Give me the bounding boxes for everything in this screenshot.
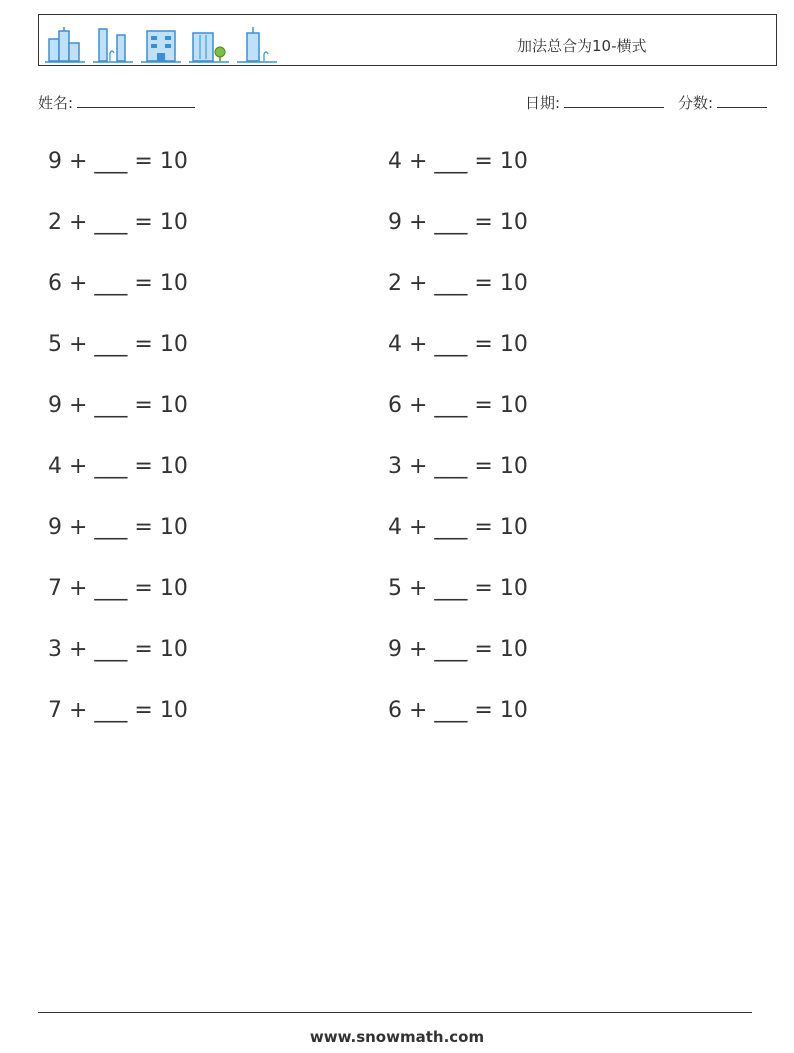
logo-row: [45, 21, 277, 65]
problem-left-2: 2 + ___ = 10: [48, 210, 188, 235]
name-blank[interactable]: [77, 93, 195, 108]
problem-right-10: 6 + ___ = 10: [388, 698, 528, 723]
score-blank[interactable]: [717, 93, 767, 108]
footer-website[interactable]: www.snowmath.com: [309, 1028, 485, 1046]
problem-left-9: 3 + ___ = 10: [48, 637, 188, 662]
score-field: [678, 92, 767, 113]
building-tree-icon: [189, 25, 229, 65]
tower-icon: [93, 25, 133, 65]
worksheet-header: [38, 14, 777, 66]
problem-left-10: 7 + ___ = 10: [48, 698, 188, 723]
problem-right-5: 6 + ___ = 10: [388, 393, 528, 418]
name-field: [38, 92, 195, 113]
score-label: 分数:: [678, 94, 714, 112]
problem-right-7: 4 + ___ = 10: [388, 515, 528, 540]
problem-right-4: 4 + ___ = 10: [388, 332, 528, 357]
problem-left-4: 5 + ___ = 10: [48, 332, 188, 357]
building-icon: [45, 25, 85, 65]
problem-right-3: 2 + ___ = 10: [388, 271, 528, 296]
problem-right-2: 9 + ___ = 10: [388, 210, 528, 235]
problem-right-9: 9 + ___ = 10: [388, 637, 528, 662]
problem-right-1: 4 + ___ = 10: [388, 149, 528, 174]
problem-left-8: 7 + ___ = 10: [48, 576, 188, 601]
date-field: [525, 92, 664, 113]
worksheet-title: 加法总合为10-横式: [517, 37, 647, 55]
problem-left-5: 9 + ___ = 10: [48, 393, 188, 418]
footer-divider: [38, 1012, 752, 1013]
problem-left-1: 9 + ___ = 10: [48, 149, 188, 174]
problem-left-6: 4 + ___ = 10: [48, 454, 188, 479]
problem-left-7: 9 + ___ = 10: [48, 515, 188, 540]
problem-right-8: 5 + ___ = 10: [388, 576, 528, 601]
problem-left-3: 6 + ___ = 10: [48, 271, 188, 296]
office-building-icon: [141, 25, 181, 65]
skyscraper-icon: [237, 25, 277, 65]
date-blank[interactable]: [564, 93, 664, 108]
name-label: 姓名:: [38, 94, 74, 112]
problem-right-6: 3 + ___ = 10: [388, 454, 528, 479]
date-label: 日期:: [525, 94, 561, 112]
